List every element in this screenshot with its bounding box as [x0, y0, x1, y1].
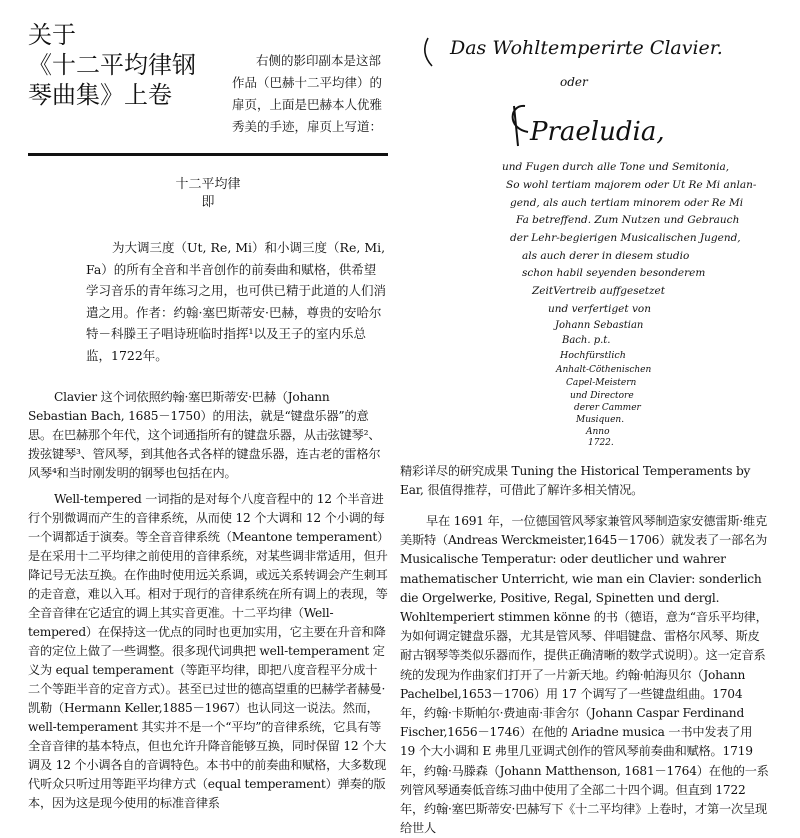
paragraph-well-tempered: Well-tempered 一词指的是对每个八度音程中的 12 个半音进行个别微调而产生的音律系统，从而使 12 个大调和 12 个小调的每一个调都适于演奏。等全音音律系统（Meantone temperament）是在采用十二平均律之前使用的音律系统，对某些调非常适用，但升降记号无法互换。在作曲时使用远关系调，或远关系转调会产生刺耳的走音意，难以入耳。相对于现行的音律系统在所有调上的表现，等全音音律在它适宜的调上其实音更准。十二平均律（Well-tempered）在保持这一优点的同时也更加实用，它主要在升音和降音的定位上做了一些调整。很多现代词典把 well-temperament 定义为 equal temperament（等距平均律，即把八度音程平分成十二个等距半音的定音方式）。甚至已过世的德高望重的巴赫学者赫曼·凯勒（Hermann Keller,1885－1967）也认同这一说法。然而，well-temperament 其实并不是一个“平均”的音律系统，它具有等全音音律的基本特点，但也允许升降音能够互换，同时保留 12 个大调及 12 个小调各自的音调特色。本书中的前奏曲和赋格，大多数现代听众只听过用等距平均律方式（equal temperament）弹奏的版本，因为这是现今使用的标准音律系: [28, 492, 388, 810]
manuscript-line: Bach. p.t.: [562, 335, 611, 346]
manuscript-line: Capel-Meistern: [566, 378, 637, 388]
manuscript-line: der Lehr-begierigen Musicalischen Jugend,: [510, 232, 741, 244]
intro-paragraph: 右侧的影印副本是这部作品（巴赫十二平均律）的扉页，上面是巴赫本人优雅秀美的手迹，扉页上写道：: [232, 53, 383, 134]
manuscript-image: [410, 8, 780, 448]
manuscript-line: und verfertiget von: [548, 303, 651, 315]
manuscript-oder: oder: [560, 75, 588, 89]
manuscript-facsimile: [410, 8, 780, 448]
section-title-line-1: 关于: [28, 21, 76, 49]
manuscript-title: Das Wohltemperirte Clavier.: [450, 37, 723, 59]
section-title: [28, 20, 213, 110]
manuscript-line: und Directore: [570, 391, 634, 401]
manuscript-line: und Fugen durch alle Tone und Semitonia,: [502, 161, 730, 173]
paragraph-history: 早在 1691 年，一位德国管风琴家兼管风琴制造家安德雷斯·维克美斯特（Andreas Werckmeister,1645－1706）就发表了一部名为 Musicalische Temperatur: oder deutlicher und wahrer mathematischer Unterricht, wie man ein Clavier: sonderlich die Orgelwerke, Positive, Regal, Spinetten und dergl. Wohltemperiert stimmen könne 的书（德语，意为“音乐平均律，为如何调定键盘乐器，尤其是管风琴、伴唱键盘、雷格尔风琴、斯皮耐古钢琴等类似乐器而作，提供正确清晰的数学式说明）。这一定音系统的发现为作曲家们打开了一片新天地。约翰·帕海贝尔（Johann Pachelbel,1653－1706）用 17 个调写了一些键盘组曲。1704 年，约翰·卡斯帕尔·费迪南·菲舍尔（Johann Caspar Ferdinand Fischer,1656－1746）在他的 Ariadne musica 一书中发表了用 19 个大小调和 E 弗里几亚调式创作的管风琴前奏曲和赋格。1719 年，约翰·马滕森（Johann Matthenson, 1681－1764）在他的一系列管风琴通奏低音练习曲中使用了全部二十四个调。但直到 1722 年，约翰·塞巴斯蒂安·巴赫写下《十二平均律》上卷时，才第一次呈现给世人: [400, 514, 769, 836]
manuscript-line: Johann Sebastian: [555, 320, 644, 331]
section-title-line-3: 琴曲集》上卷: [28, 81, 172, 109]
manuscript-line: derer Cammer: [574, 403, 641, 413]
title-rule: [28, 153, 388, 156]
manuscript-line: als auch derer in diesem studio: [522, 250, 690, 262]
manuscript-line: Anhalt-Cöthenischen: [556, 365, 652, 375]
title-page-title: 十二平均律: [175, 177, 241, 192]
manuscript-line: Hochfürstlich: [560, 350, 626, 361]
column-right-lower: [400, 512, 770, 838]
title-page-subtitle: 即: [201, 195, 215, 210]
manuscript-line: Anno: [586, 427, 610, 437]
manuscript-praeludia: Praeludia,: [530, 117, 665, 147]
title-page-heading: [28, 176, 388, 212]
title-page-body: 为大调三度（Ut, Re, Mi）和小调三度（Re, Mi, Fa）的所有全音和半音创作的前奏曲和赋格，供希望学习音乐的青年练习之用，也可供已精于此道的人们消遣之用。作者：约翰·塞巴斯蒂安·巴赫，尊贵的安哈尔特－科滕王子唱诗班临时指挥¹以及王子的室内乐总监，1722年。: [86, 240, 387, 363]
section-title-line-2: 《十二平均律钢: [28, 51, 196, 79]
column-left-upper: [28, 388, 388, 483]
manuscript-line: Fa betreffend. Zum Nutzen und Gebrauch: [516, 214, 740, 226]
manuscript-line: ZeitVertreib auffgesetzet: [532, 285, 665, 297]
paragraph-continuation: 精彩详尽的研究成果 Tuning the Historical Temperaments by Ear, 很值得推荐，可借此了解许多相关情况。: [400, 464, 751, 497]
manuscript-line: Musiquen.: [576, 415, 625, 425]
manuscript-line: schon habil seyenden besonderem: [522, 267, 706, 279]
title-page-translation: [86, 237, 388, 366]
paragraph-clavier: Clavier 这个词依照约翰·塞巴斯蒂安·巴赫（Johann Sebastian Bach, 1685－1750）的用法，就是“键盘乐器”的意思。在巴赫那个年代，这个词通指所有的键盘乐器，从击弦键琴²、拨弦键琴³、管风琴，到其他各式各样的键盘乐器，连古老的雷格尔风琴⁴和当时刚发明的钢琴也包括在内。: [28, 390, 381, 480]
intro-text: [232, 50, 390, 138]
column-left-lower: [28, 490, 388, 813]
column-right-upper: [400, 462, 770, 500]
manuscript-line: 1722.: [588, 438, 614, 448]
manuscript-line: So wohl tertiam majorem oder Ut Re Mi anlan-: [506, 179, 757, 191]
manuscript-line: gend, als auch tertiam minorem oder Re Mi: [510, 197, 744, 209]
